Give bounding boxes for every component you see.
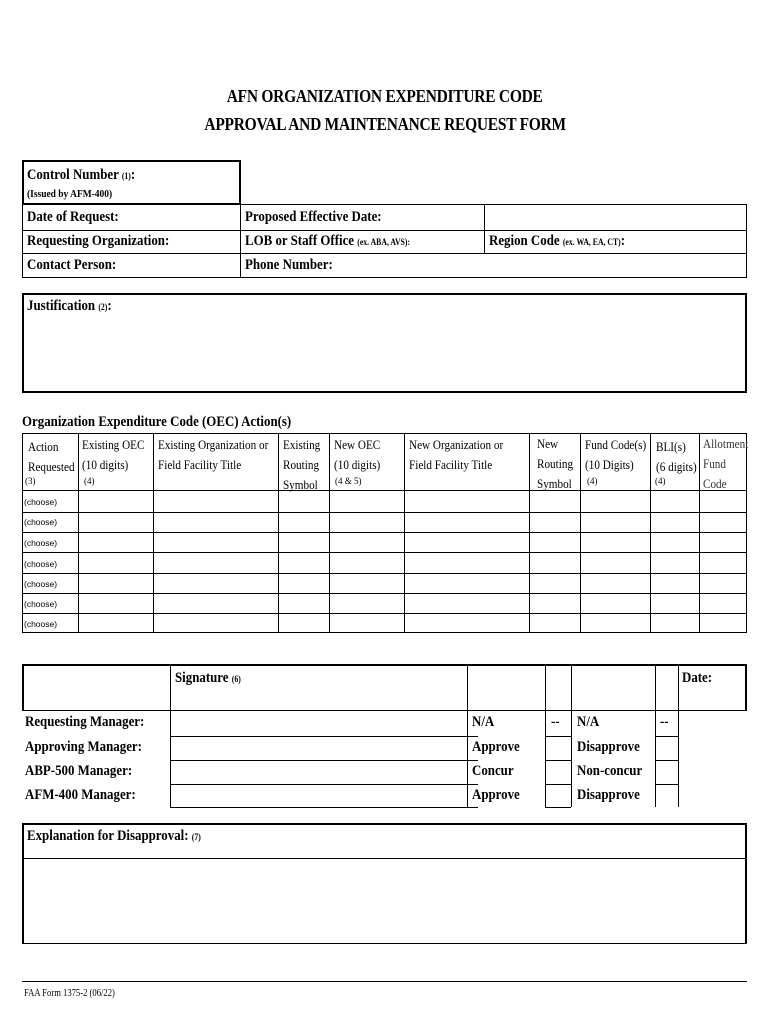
control-number-label: Control Number (1): xyxy=(27,167,136,183)
col-bli-note: (4) xyxy=(655,476,666,486)
col-existing-routing-symbol: Existing Routing Symbol xyxy=(283,437,321,492)
action-select-row3[interactable]: (choose) xyxy=(24,538,58,548)
action-select-row5[interactable]: (choose) xyxy=(24,579,58,589)
explanation-label: Explanation for Disapproval: (7) xyxy=(27,828,201,844)
abp500-nonconcur-option[interactable]: Non-concur xyxy=(577,763,643,779)
form-number-footer: FAA Form 1375-2 (06/22) xyxy=(24,988,115,999)
requesting-organization-label: Requesting Organization: xyxy=(27,233,170,249)
approving-manager-label: Approving Manager: xyxy=(25,739,142,755)
approving-approve-option[interactable]: Approve xyxy=(472,739,520,755)
action-select-row1[interactable]: (choose) xyxy=(24,497,58,507)
col-new-org-title: New Organization or Field Facility Title xyxy=(409,437,504,472)
action-select-row6[interactable]: (choose) xyxy=(24,599,58,609)
col-existing-oec: Existing OEC (10 digits) xyxy=(82,437,145,472)
justification-label: Justification (2): xyxy=(27,298,112,314)
date-label: Date: xyxy=(682,670,713,686)
requesting-manager-label: Requesting Manager: xyxy=(25,714,145,730)
col-existing-oec-note: (4) xyxy=(84,476,95,486)
col-new-oec: New OEC (10 digits) xyxy=(334,437,381,472)
proposed-effective-date-label: Proposed Effective Date: xyxy=(245,209,382,225)
lob-staff-office-label: LOB or Staff Office (ex. ABA, AVS): xyxy=(245,233,411,249)
action-select-row4[interactable]: (choose) xyxy=(24,559,58,569)
form-title-line1: AFN ORGANIZATION EXPENDITURE CODE xyxy=(227,86,543,106)
col-new-oec-note: (4 & 5) xyxy=(335,476,362,486)
date-of-request-label: Date of Request: xyxy=(27,209,119,225)
col-action-requested: Action Requested xyxy=(28,439,75,474)
col-fund-codes: Fund Code(s) (10 Digits) xyxy=(585,437,647,472)
contact-person-label: Contact Person: xyxy=(27,257,117,273)
col-action-note: (3) xyxy=(25,476,36,486)
oec-section-title: Organization Expenditure Code (OEC) Action(s) xyxy=(22,414,292,430)
requesting-option1[interactable]: N/A xyxy=(472,714,495,730)
col-existing-org-title: Existing Organization or Field Facility Title xyxy=(158,437,269,472)
afm400-disapprove-option[interactable]: Disapprove xyxy=(577,787,640,803)
action-select-row2[interactable]: (choose) xyxy=(24,517,58,527)
col-new-routing-symbol: New Routing Symbol xyxy=(537,436,574,491)
col-fund-codes-note: (4) xyxy=(587,476,598,486)
justification-box[interactable] xyxy=(22,293,747,393)
afm400-manager-label: AFM-400 Manager: xyxy=(25,787,136,803)
requesting-mark1: -- xyxy=(551,714,560,730)
requesting-mark2: -- xyxy=(660,714,669,730)
col-bli: BLI(s) (6 digits) xyxy=(656,439,697,474)
region-code-label: Region Code (ex. WA, EA, CT): xyxy=(489,233,626,249)
signature-label: Signature (6) xyxy=(175,670,241,686)
signature-header-row xyxy=(22,664,747,711)
approving-disapprove-option[interactable]: Disapprove xyxy=(577,739,640,755)
abp500-manager-label: ABP-500 Manager: xyxy=(25,763,133,779)
col-allotment-fund-code: Allotment Fund Code xyxy=(703,436,749,491)
abp500-concur-option[interactable]: Concur xyxy=(472,763,514,779)
afm400-approve-option[interactable]: Approve xyxy=(472,787,520,803)
action-select-row7[interactable]: (choose) xyxy=(24,619,58,629)
requesting-option2[interactable]: N/A xyxy=(577,714,600,730)
phone-number-label: Phone Number: xyxy=(245,257,333,273)
control-number-issued-note: (Issued by AFM-400) xyxy=(27,188,113,200)
form-title-line2: APPROVAL AND MAINTENANCE REQUEST FORM xyxy=(204,114,566,134)
